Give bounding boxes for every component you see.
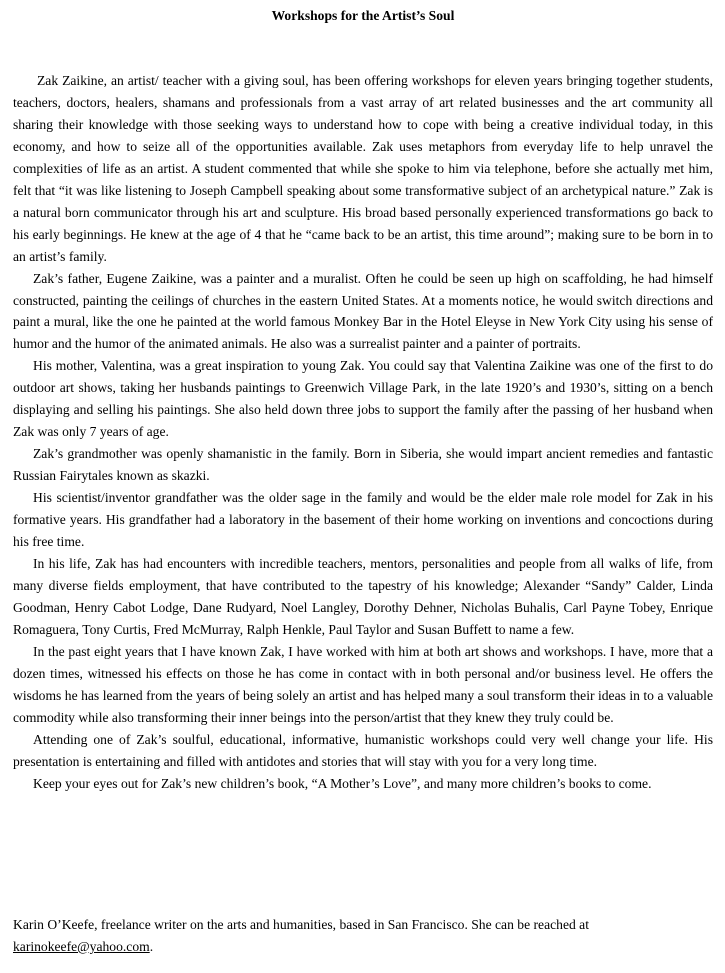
email-link[interactable]: karinokeefe@yahoo.com	[13, 939, 150, 954]
paragraph-father: Zak’s father, Eugene Zaikine, was a painter and a muralist. Often he could be seen up high on scaffolding, he had himself constructed, painting the ceilings of churches in the eastern United States. At a moments notice, he would switch directions and paint a mural, like the one he painted at the world famous Monkey Bar in the Hotel Eleyse in New York City using his sense of humor and the humor of the animated animals. He also was a surrealist painter and a painter of portraits.	[13, 270, 713, 352]
article-body	[13, 70, 713, 794]
author-line: Karin O’Keefe, freelance writer on the arts and humanities, based in San Francisco. She can be reached at	[13, 917, 589, 932]
author-footer	[13, 914, 713, 958]
paragraph-grandfather: His scientist/inventor grandfather was the older sage in the family and would be the elder male role model for Zak in his formative years. His grandfather had a laboratory in the basement of their home working on inventions and concoctions during his free time.	[13, 490, 713, 550]
author-credit	[13, 914, 713, 958]
paragraph-author-experience: In the past eight years that I have known Zak, I have worked with him at both art shows and workshops. I have, more that a dozen times, witnessed his effects on those he has come in contact with in both personal and/or business level. He offers the wisdoms he has learned from the years of being solely an artist and has helped many a soul transform their ideas in to a valuable commodity while also transforming their inner beings into the person/artist that they knew they truly could be.	[13, 643, 713, 725]
paragraph-encounters: In his life, Zak has had encounters with incredible teachers, mentors, personalities and people from all walks of life, from many diverse fields employment, that have contributed to the tapestry of his knowledge; Alexander “Sandy” Calder, Linda Goodman, Henry Cabot Lodge, Dane Rudyard, Noel Langley, Dorothy Dehner, Nicholas Buhalis, Carl Payne Tobey, Enrique Romaguera, Tony Curtis, Fred McMurray, Ralph Henkle, Paul Taylor and Susan Buffett to name a few.	[13, 555, 713, 637]
paragraph-grandmother: Zak’s grandmother was openly shamanistic in the family. Born in Siberia, she would impart ancient remedies and fantastic Russian Fairytales known as skazki.	[13, 446, 713, 484]
paragraph-mother: His mother, Valentina, was a great inspiration to young Zak. You could say that Valentina Zaikine was one of the first to do outdoor art shows, taking her husbands paintings to Greenwich Village Park, in the late 1920’s and 1930’s, sitting on a bench displaying and selling his paintings. She also held down three jobs to support the family after the passing of her husband when Zak was only 7 years of age.	[13, 358, 713, 440]
page-title: Workshops for the Artist’s Soul	[271, 8, 455, 23]
footer-period: .	[149, 939, 154, 954]
paragraph-book: Keep your eyes out for Zak’s new children’s book, “A Mother’s Love”, and many more children’s books to come.	[33, 775, 652, 791]
document-page	[13, 0, 713, 954]
paragraph-intro: Zak Zaikine, an artist/ teacher with a giving soul, has been offering workshops for eleven years bringing together students, teachers, doctors, healers, shamans and professionals from a vast array of art related businesses and the art community all sharing their knowledge with those seeking ways to understand how to cope with being a creative individual today, in this economy, and how to seize all of the opportunities available. Zak uses metaphors from everyday life to help unravel the complexities of life as an artist. A student commented that while she spoke to him via telephone, before she actually met him, felt that “it was like listening to Joseph Campbell speaking about some transformative subject of an archetypical nature.” Zak is a natural born communicator through his art and sculpture. His broad based personally experienced transformations go back to his early beginnings. He knew at the age of 4 that he “came back to be an artist, this time around”; making sure to be born in to an artist’s family.	[13, 73, 713, 264]
paragraph-attend: Attending one of Zak’s soulful, educational, informative, humanistic workshops could very well change your life. His presentation is entertaining and filled with antidotes and stories that will stay with you for a very long time.	[13, 731, 713, 769]
